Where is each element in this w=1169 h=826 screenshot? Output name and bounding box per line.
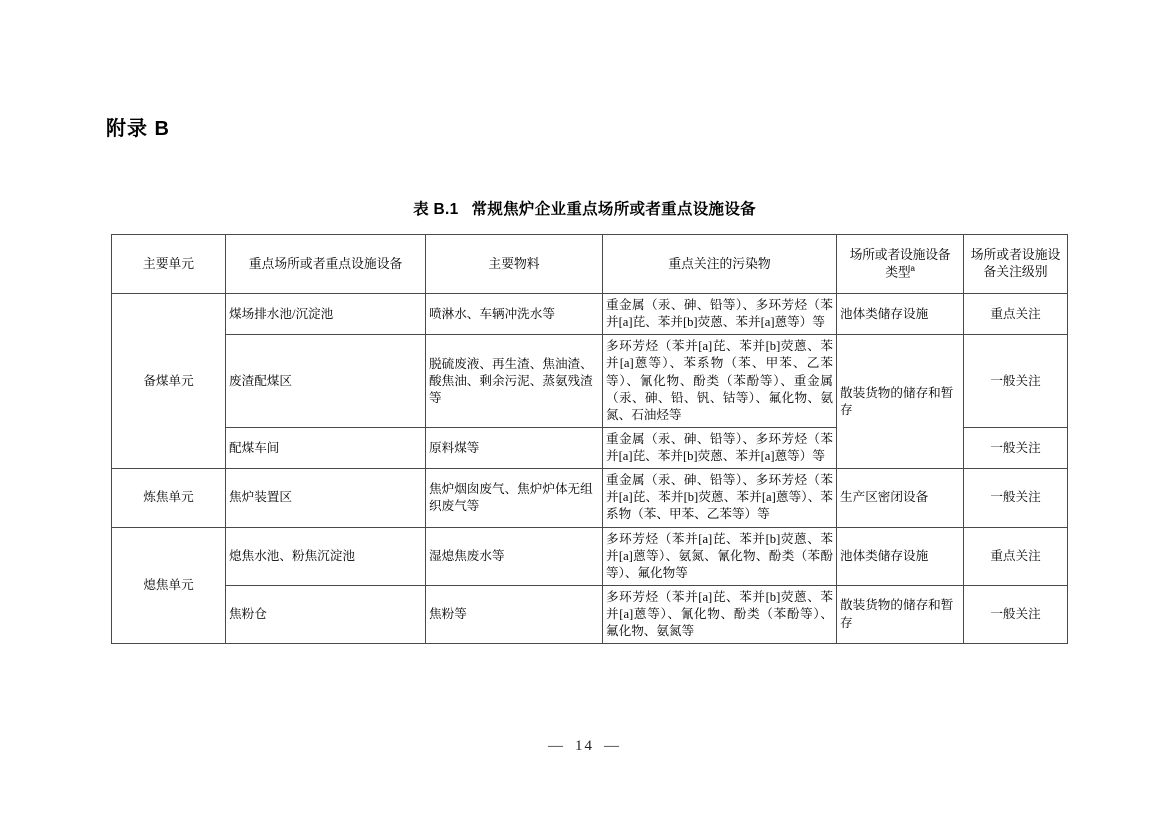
cell-material: 原料煤等 <box>426 427 603 468</box>
table-caption-number: 表 B.1 <box>413 201 459 218</box>
table-caption <box>0 197 1169 219</box>
cell-material: 脱硫废液、再生渣、焦油渣、酸焦油、剩余污泥、蒸氨残渣等 <box>426 335 603 428</box>
cell-pollutants: 重金属（汞、砷、铅等）、多环芳烃（苯并[a]芘、苯并[b]荧蒽、苯并[a]蒽等）等 <box>603 427 837 468</box>
table-row <box>112 469 1068 527</box>
cell-place: 焦炉装置区 <box>226 469 426 527</box>
table-row <box>112 335 1068 428</box>
cell-material: 焦炉烟囱废气、焦炉炉体无组织废气等 <box>426 469 603 527</box>
cell-facility-type: 散装货物的储存和暂存 <box>837 585 964 643</box>
facility-type-superscript: a <box>910 263 915 273</box>
column-header-pollutants: 重点关注的污染物 <box>603 235 837 294</box>
key-sites-table <box>111 234 1068 644</box>
cell-material: 喷淋水、车辆冲洗水等 <box>426 294 603 335</box>
table-body <box>112 294 1068 644</box>
cell-place: 废渣配煤区 <box>226 335 426 428</box>
column-header-place: 重点场所或者重点设施设备 <box>226 235 426 294</box>
cell-pollutants: 重金属（汞、砷、铅等）、多环芳烃（苯并[a]芘、苯并[b]荧蒽、苯并[a]蒽等）、苯系物（苯、甲苯、乙苯等）等 <box>603 469 837 527</box>
column-header-unit: 主要单元 <box>112 235 226 294</box>
facility-type-line2: 类型 <box>885 264 911 280</box>
facility-type-line1: 场所或者设施设备 <box>849 247 951 263</box>
cell-unit: 熄焦单元 <box>112 527 226 644</box>
footer-dash-left: — <box>548 738 565 754</box>
footer-dash-right: — <box>604 738 621 754</box>
cell-material: 湿熄焦废水等 <box>426 527 603 585</box>
cell-level: 一般关注 <box>964 335 1068 428</box>
table-row <box>112 585 1068 643</box>
appendix-heading: 附录 B <box>106 118 170 140</box>
cell-facility-type: 散装货物的储存和暂存 <box>837 335 964 469</box>
cell-facility-type: 池体类储存设施 <box>837 294 964 335</box>
cell-place: 配煤车间 <box>226 427 426 468</box>
column-header-level: 场所或者设施设备关注级别 <box>964 235 1068 294</box>
cell-pollutants: 多环芳烃（苯并[a]芘、苯并[b]荧蒽、苯并[a]蒽等）、苯系物（苯、甲苯、乙苯等）、氰化物、酚类（苯酚等）、重金属（汞、砷、铅、钒、钴等）、氟化物、氨氮、石油烃等 <box>603 335 837 428</box>
cell-unit: 炼焦单元 <box>112 469 226 527</box>
table-row <box>112 527 1068 585</box>
page-footer <box>0 738 1169 755</box>
cell-level: 一般关注 <box>964 585 1068 643</box>
cell-pollutants: 多环芳烃（苯并[a]芘、苯并[b]荧蒽、苯并[a]蒽等）、氨氮、氰化物、酚类（苯酚等）、氟化物等 <box>603 527 837 585</box>
table-header-row <box>112 235 1068 294</box>
cell-facility-type: 池体类储存设施 <box>837 527 964 585</box>
cell-place: 焦粉仓 <box>226 585 426 643</box>
column-header-material: 主要物料 <box>426 235 603 294</box>
table-container <box>111 234 1067 644</box>
cell-level: 重点关注 <box>964 527 1068 585</box>
cell-level: 一般关注 <box>964 469 1068 527</box>
page-number: 14 <box>575 738 594 754</box>
cell-place: 煤场排水池/沉淀池 <box>226 294 426 335</box>
cell-material: 焦粉等 <box>426 585 603 643</box>
table-row <box>112 294 1068 335</box>
column-header-facility-type <box>837 235 964 294</box>
cell-unit: 备煤单元 <box>112 294 226 469</box>
cell-level: 一般关注 <box>964 427 1068 468</box>
cell-pollutants: 多环芳烃（苯并[a]芘、苯并[b]荧蒽、苯并[a]蒽等）、氰化物、酚类（苯酚等）、氟化物、氨氮等 <box>603 585 837 643</box>
cell-pollutants: 重金属（汞、砷、铅等）、多环芳烃（苯并[a]芘、苯并[b]荧蒽、苯并[a]蒽等）等 <box>603 294 837 335</box>
cell-facility-type: 生产区密闭设备 <box>837 469 964 527</box>
cell-level: 重点关注 <box>964 294 1068 335</box>
table-caption-text: 常规焦炉企业重点场所或者重点设施设备 <box>471 201 756 218</box>
table-header <box>112 235 1068 294</box>
cell-place: 熄焦水池、粉焦沉淀池 <box>226 527 426 585</box>
